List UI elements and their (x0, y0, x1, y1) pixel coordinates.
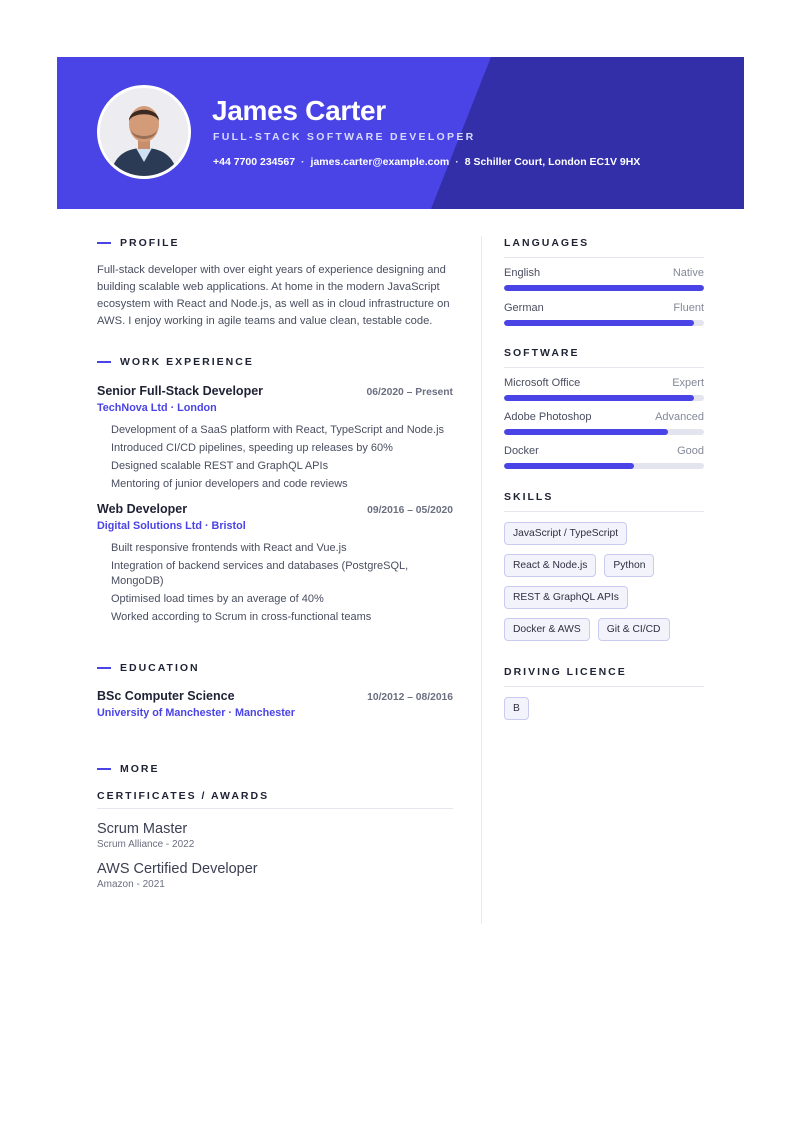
software-name: Adobe Photoshop (504, 411, 592, 423)
job-dates: 09/2016 – 05/2020 (367, 505, 453, 516)
software-level: Advanced (655, 411, 704, 423)
certificate-title: AWS Certified Developer (97, 861, 258, 877)
list-item: Worked according to Scrum in cross-functional teams (111, 611, 372, 623)
software-item (504, 411, 704, 435)
heading-accent (97, 242, 111, 244)
candidate-title: FULL-STACK SOFTWARE DEVELOPER (213, 131, 476, 143)
level-bar (504, 429, 704, 435)
skill-chip: React & Node.js (504, 554, 596, 577)
certificate-issuer: Scrum Alliance - 2022 (97, 839, 195, 850)
list-item: Integration of backend services and databases (PostgreSQL, MongoDB) (111, 560, 409, 587)
software-level: Expert (672, 377, 704, 389)
language-level: Fluent (673, 302, 704, 314)
licence-chip: B (504, 697, 529, 720)
skill-chip: REST & GraphQL APIs (504, 586, 628, 609)
level-bar (504, 285, 704, 291)
certificate-issuer: Amazon - 2021 (97, 879, 165, 890)
postal-address: 8 Schiller Court, London EC1V 9HX (464, 156, 641, 168)
certificate-item (97, 861, 453, 890)
contact-line (213, 156, 640, 168)
certificates-heading: CERTIFICATES / AWARDS (97, 790, 453, 809)
skills-heading: SKILLS (504, 491, 704, 512)
more-heading: MORE (97, 756, 453, 782)
level-bar (504, 320, 704, 326)
main-column (97, 230, 453, 890)
list-item: Designed scalable REST and GraphQL APIs (111, 460, 329, 472)
heading-accent (97, 768, 111, 770)
software-name: Docker (504, 445, 539, 457)
skills-list (504, 522, 694, 650)
candidate-name: James Carter (212, 95, 386, 126)
degree-name: BSc Computer Science (97, 689, 235, 703)
heading-accent (97, 361, 111, 363)
licence-list (504, 697, 704, 729)
job-dates: 06/2020 – Present (366, 387, 453, 398)
skill-chip: Git & CI/CD (598, 618, 670, 641)
language-item (504, 267, 704, 291)
job-bullets (97, 423, 453, 492)
profile-text: Full-stack developer with over eight years of experience designing and building scalable web applications. At home in the modern JavaScript ecosystem with React and Node.js, as well as in cloud infrastructure on AWS. I enjoy working in agile teams and value clean, testable code. (97, 264, 450, 327)
software-level: Good (677, 445, 704, 457)
avatar (97, 85, 191, 179)
phone-number: +44 7700 234567 (213, 156, 296, 168)
contact-separator: · (301, 156, 305, 168)
software-item (504, 445, 704, 469)
education-dates: 10/2012 – 08/2016 (367, 692, 453, 703)
skill-chip: JavaScript / TypeScript (504, 522, 627, 545)
email-address: james.carter@example.com (310, 156, 450, 168)
contact-separator: · (455, 156, 459, 168)
job-organisation: Digital Solutions Ltd · Bristol (97, 520, 246, 532)
column-divider (481, 236, 482, 924)
job-entry (97, 502, 453, 625)
job-entry (97, 384, 453, 492)
job-role: Senior Full-Stack Developer (97, 384, 264, 398)
level-bar-fill (504, 395, 694, 401)
certificate-title: Scrum Master (97, 821, 188, 837)
level-bar (504, 463, 704, 469)
skill-chip: Python (604, 554, 654, 577)
profile-heading: PROFILE (97, 230, 453, 256)
list-item: Built responsive frontends with React and Vue.js (111, 542, 347, 554)
language-name: English (504, 267, 541, 279)
level-bar (504, 395, 704, 401)
licence-heading: DRIVING LICENCE (504, 666, 704, 687)
language-item (504, 302, 704, 326)
sidebar-column (504, 230, 704, 729)
languages-heading: LANGUAGES (504, 237, 704, 258)
level-bar-fill (504, 320, 694, 326)
profile-photo (100, 88, 188, 176)
level-bar-fill (504, 429, 668, 435)
list-item: Mentoring of junior developers and code reviews (111, 478, 348, 490)
language-name: German (504, 302, 544, 314)
heading-accent (97, 667, 111, 669)
level-bar-fill (504, 285, 704, 291)
list-item: Optimised load times by an average of 40% (111, 593, 324, 605)
skill-chip: Docker & AWS (504, 618, 590, 641)
list-item: Introduced CI/CD pipelines, speeding up releases by 60% (111, 442, 393, 454)
software-heading: SOFTWARE (504, 347, 704, 368)
language-level: Native (672, 267, 704, 279)
experience-heading: WORK EXPERIENCE (97, 349, 453, 375)
education-entry (97, 689, 453, 719)
education-heading: EDUCATION (97, 655, 453, 681)
level-bar-fill (504, 463, 634, 469)
job-role: Web Developer (97, 502, 188, 516)
job-organisation: TechNova Ltd · London (97, 402, 217, 414)
software-item (504, 377, 704, 401)
job-bullets (97, 541, 453, 625)
list-item: Development of a SaaS platform with React, TypeScript and Node.js (111, 424, 445, 436)
certificate-item (97, 821, 453, 850)
software-name: Microsoft Office (504, 377, 581, 389)
school-name: University of Manchester · Manchester (97, 707, 296, 719)
resume-header (57, 57, 744, 209)
